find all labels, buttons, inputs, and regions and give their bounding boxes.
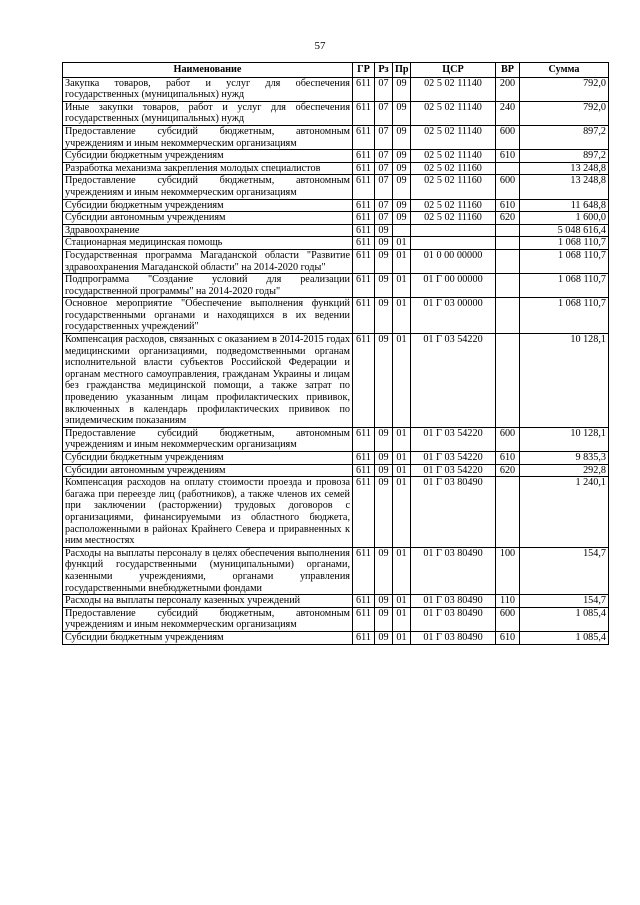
cell-rz: 07 [375, 101, 393, 125]
cell-vr: 200 [496, 77, 520, 101]
cell-pr: 01 [393, 607, 411, 631]
cell-name: Предоставление субсидий бюджетным, автономным учреждениям и иным некоммерческим организациям [63, 125, 353, 149]
cell-vr: 620 [496, 464, 520, 477]
cell-vr [496, 162, 520, 175]
cell-gr: 611 [353, 224, 375, 237]
cell-csr: 01 Г 03 54220 [411, 427, 496, 451]
cell-csr [411, 224, 496, 237]
cell-sum: 1 068 110,7 [520, 249, 609, 273]
cell-rz: 09 [375, 464, 393, 477]
cell-gr: 611 [353, 547, 375, 594]
cell-vr [496, 477, 520, 548]
header-rz: Рз [375, 63, 393, 78]
cell-vr: 100 [496, 547, 520, 594]
table-row [63, 452, 609, 465]
cell-vr: 600 [496, 125, 520, 149]
cell-vr: 620 [496, 212, 520, 225]
cell-gr: 611 [353, 237, 375, 250]
cell-sum: 897,2 [520, 125, 609, 149]
cell-sum: 897,2 [520, 150, 609, 163]
cell-vr: 110 [496, 595, 520, 608]
cell-name: Подпрограмма "Создание условий для реализации государственной программы" на 2014-2020 годы" [63, 274, 353, 298]
cell-name: Субсидии бюджетным учреждениям [63, 452, 353, 465]
cell-rz: 07 [375, 175, 393, 199]
cell-name: Разработка механизма закрепления молодых специалистов [63, 162, 353, 175]
table-row [63, 595, 609, 608]
cell-sum: 154,7 [520, 547, 609, 594]
table-row [63, 298, 609, 334]
cell-csr: 01 Г 03 80490 [411, 607, 496, 631]
header-sum: Сумма [520, 63, 609, 78]
cell-sum: 292,8 [520, 464, 609, 477]
cell-pr: 01 [393, 452, 411, 465]
cell-name: Государственная программа Магаданской области "Развитие здравоохранения Магаданской области" на 2014-2020 годы" [63, 249, 353, 273]
cell-gr: 611 [353, 249, 375, 273]
cell-vr: 610 [496, 199, 520, 212]
cell-csr: 01 Г 03 54220 [411, 464, 496, 477]
cell-vr: 600 [496, 607, 520, 631]
table-row [63, 199, 609, 212]
cell-name: Расходы на выплаты персоналу в целях обеспечения выполнения функций государственными (муниципальными) органами, казенными учреждениями, органами управления государственными внебюджетными фондами [63, 547, 353, 594]
cell-gr: 611 [353, 175, 375, 199]
cell-csr: 02 5 02 11160 [411, 175, 496, 199]
cell-rz: 09 [375, 237, 393, 250]
table-row [63, 274, 609, 298]
cell-csr: 02 5 02 11160 [411, 212, 496, 225]
budget-table [62, 62, 609, 645]
cell-pr: 09 [393, 212, 411, 225]
cell-csr: 02 5 02 11140 [411, 125, 496, 149]
cell-vr [496, 224, 520, 237]
cell-name: Компенсация расходов, связанных с оказанием в 2014-2015 годах медицинскими организациями, подведомственными органам исполнительной власти субъектов Российской Федерации и органам местного самоуправления, гражданам Украины и лицам без гражданства медицинской помощи, а также затрат по проведению указанным лицам профилактических прививок, включенных в календарь профилактических прививок по эпидемическим показаниям [63, 334, 353, 428]
cell-sum: 1 085,4 [520, 631, 609, 644]
cell-rz: 09 [375, 631, 393, 644]
cell-pr: 01 [393, 249, 411, 273]
cell-gr: 611 [353, 150, 375, 163]
cell-name: Предоставление субсидий бюджетным, автономным учреждениям и иным некоммерческим организациям [63, 427, 353, 451]
cell-csr [411, 237, 496, 250]
cell-rz: 07 [375, 150, 393, 163]
cell-pr: 01 [393, 477, 411, 548]
cell-pr: 01 [393, 334, 411, 428]
cell-gr: 611 [353, 125, 375, 149]
cell-vr [496, 298, 520, 334]
cell-rz: 07 [375, 212, 393, 225]
cell-sum: 1 085,4 [520, 607, 609, 631]
page-number: 57 [314, 40, 326, 52]
cell-sum: 792,0 [520, 77, 609, 101]
cell-csr: 01 Г 03 54220 [411, 334, 496, 428]
cell-rz: 09 [375, 607, 393, 631]
cell-vr [496, 249, 520, 273]
cell-pr: 01 [393, 595, 411, 608]
table-row [63, 477, 609, 548]
cell-sum: 10 128,1 [520, 427, 609, 451]
cell-rz: 07 [375, 125, 393, 149]
cell-name: Компенсация расходов на оплату стоимости проезда и провоза багажа при переезде лиц (работников), а также членов их семей при заключении (расторжении) трудовых договоров с организациями, финансируемыми из областного бюджета, расположенными в районах Крайнего Севера и приравненных к ним местностях [63, 477, 353, 548]
cell-gr: 611 [353, 427, 375, 451]
cell-pr: 09 [393, 125, 411, 149]
cell-csr: 01 Г 00 00000 [411, 274, 496, 298]
cell-rz: 07 [375, 199, 393, 212]
cell-pr: 01 [393, 298, 411, 334]
cell-sum: 5 048 616,4 [520, 224, 609, 237]
header-csr: ЦСР [411, 63, 496, 78]
cell-sum: 1 068 110,7 [520, 274, 609, 298]
cell-name: Основное мероприятие "Обеспечение выполнения функций государственными органами и находящихся в их ведении государственных учреждений" [63, 298, 353, 334]
cell-rz: 09 [375, 477, 393, 548]
cell-rz: 09 [375, 427, 393, 451]
cell-sum: 9 835,3 [520, 452, 609, 465]
cell-name: Субсидии автономным учреждениям [63, 212, 353, 225]
header-vr: ВР [496, 63, 520, 78]
cell-csr: 01 Г 03 80490 [411, 477, 496, 548]
cell-rz: 09 [375, 249, 393, 273]
cell-gr: 611 [353, 212, 375, 225]
cell-rz: 09 [375, 334, 393, 428]
cell-sum: 792,0 [520, 101, 609, 125]
cell-sum: 1 068 110,7 [520, 298, 609, 334]
table-row [63, 212, 609, 225]
cell-sum: 1 068 110,7 [520, 237, 609, 250]
cell-sum: 13 248,8 [520, 162, 609, 175]
cell-pr: 01 [393, 464, 411, 477]
cell-csr: 02 5 02 11140 [411, 77, 496, 101]
table-row [63, 464, 609, 477]
cell-gr: 611 [353, 631, 375, 644]
cell-sum: 154,7 [520, 595, 609, 608]
cell-gr: 611 [353, 101, 375, 125]
cell-pr: 01 [393, 237, 411, 250]
cell-gr: 611 [353, 274, 375, 298]
cell-name: Предоставление субсидий бюджетным, автономным учреждениям и иным некоммерческим организациям [63, 175, 353, 199]
header-gr: ГР [353, 63, 375, 78]
cell-name: Стационарная медицинская помощь [63, 237, 353, 250]
cell-gr: 611 [353, 162, 375, 175]
cell-csr: 02 5 02 11160 [411, 162, 496, 175]
header-name: Наименование [63, 63, 353, 78]
table-row [63, 224, 609, 237]
cell-csr: 02 5 02 11140 [411, 101, 496, 125]
cell-sum: 10 128,1 [520, 334, 609, 428]
cell-gr: 611 [353, 199, 375, 212]
cell-name: Субсидии бюджетным учреждениям [63, 150, 353, 163]
cell-gr: 611 [353, 607, 375, 631]
table-row [63, 547, 609, 594]
cell-name: Субсидии бюджетным учреждениям [63, 199, 353, 212]
cell-name: Субсидии автономным учреждениям [63, 464, 353, 477]
cell-rz: 07 [375, 162, 393, 175]
cell-pr: 09 [393, 101, 411, 125]
table-row [63, 237, 609, 250]
cell-pr [393, 224, 411, 237]
cell-csr: 01 Г 03 54220 [411, 452, 496, 465]
cell-pr: 09 [393, 162, 411, 175]
cell-vr: 610 [496, 452, 520, 465]
cell-csr: 01 0 00 00000 [411, 249, 496, 273]
cell-csr: 01 Г 03 00000 [411, 298, 496, 334]
cell-gr: 611 [353, 452, 375, 465]
table-row [63, 150, 609, 163]
cell-rz: 07 [375, 77, 393, 101]
cell-vr: 610 [496, 150, 520, 163]
cell-vr [496, 334, 520, 428]
table-row [63, 249, 609, 273]
cell-gr: 611 [353, 298, 375, 334]
cell-gr: 611 [353, 477, 375, 548]
table-row [63, 607, 609, 631]
table-row [63, 427, 609, 451]
cell-csr: 01 Г 03 80490 [411, 631, 496, 644]
cell-sum: 11 648,8 [520, 199, 609, 212]
cell-name: Расходы на выплаты персоналу казенных учреждений [63, 595, 353, 608]
cell-rz: 09 [375, 274, 393, 298]
cell-rz: 09 [375, 298, 393, 334]
table-row [63, 101, 609, 125]
cell-pr: 09 [393, 175, 411, 199]
cell-vr: 600 [496, 175, 520, 199]
cell-rz: 09 [375, 452, 393, 465]
table-row [63, 77, 609, 101]
table-row [63, 631, 609, 644]
cell-pr: 09 [393, 150, 411, 163]
cell-name: Закупка товаров, работ и услуг для обеспечения государственных (муниципальных) нужд [63, 77, 353, 101]
cell-rz: 09 [375, 224, 393, 237]
cell-sum: 13 248,8 [520, 175, 609, 199]
cell-csr: 01 Г 03 80490 [411, 595, 496, 608]
cell-vr [496, 237, 520, 250]
cell-pr: 01 [393, 274, 411, 298]
cell-name: Здравоохранение [63, 224, 353, 237]
cell-pr: 09 [393, 199, 411, 212]
cell-rz: 09 [375, 595, 393, 608]
cell-vr: 610 [496, 631, 520, 644]
table-row [63, 175, 609, 199]
cell-csr: 01 Г 03 80490 [411, 547, 496, 594]
cell-csr: 02 5 02 11160 [411, 199, 496, 212]
cell-pr: 01 [393, 631, 411, 644]
cell-name: Иные закупки товаров, работ и услуг для обеспечения государственных (муниципальных) нужд [63, 101, 353, 125]
cell-name: Субсидии бюджетным учреждениям [63, 631, 353, 644]
cell-sum: 1 600,0 [520, 212, 609, 225]
cell-gr: 611 [353, 595, 375, 608]
cell-name: Предоставление субсидий бюджетным, автономным учреждениям и иным некоммерческим организациям [63, 607, 353, 631]
cell-csr: 02 5 02 11140 [411, 150, 496, 163]
table-body [63, 77, 609, 644]
cell-rz: 09 [375, 547, 393, 594]
table-row [63, 334, 609, 428]
cell-vr: 600 [496, 427, 520, 451]
cell-gr: 611 [353, 464, 375, 477]
cell-sum: 1 240,1 [520, 477, 609, 548]
cell-gr: 611 [353, 334, 375, 428]
table-header-row [63, 63, 609, 78]
cell-pr: 09 [393, 77, 411, 101]
table-row [63, 125, 609, 149]
cell-vr: 240 [496, 101, 520, 125]
cell-pr: 01 [393, 427, 411, 451]
cell-vr [496, 274, 520, 298]
header-pr: Пр [393, 63, 411, 78]
cell-gr: 611 [353, 77, 375, 101]
cell-pr: 01 [393, 547, 411, 594]
table-row [63, 162, 609, 175]
